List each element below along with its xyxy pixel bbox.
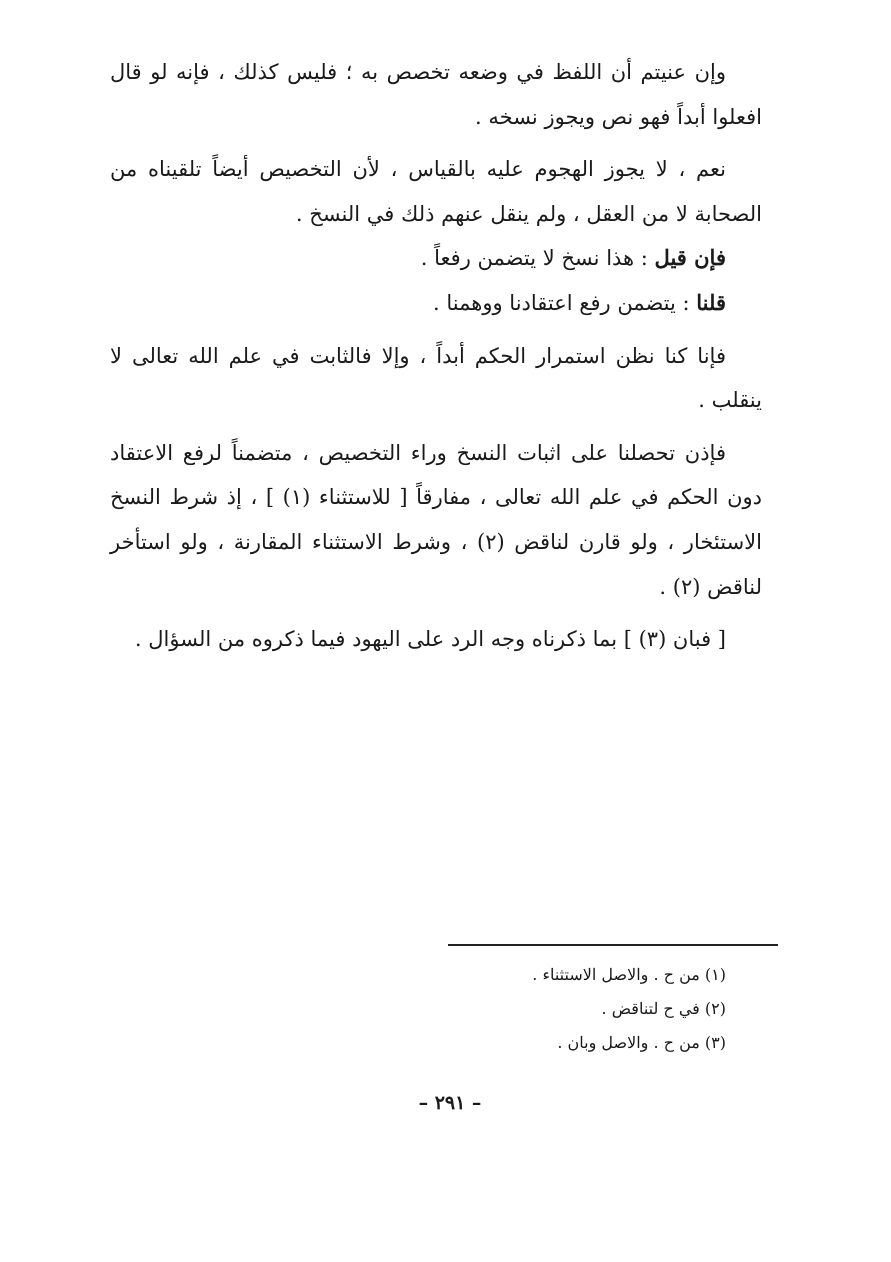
paragraph-7 (110, 617, 762, 662)
paragraph-4-lead: قلنا (696, 289, 726, 315)
footnote-1: (١) من ح . والاصل الاستثناء . (532, 965, 726, 984)
paragraph-5 (110, 334, 762, 423)
paragraph-2 (110, 147, 762, 236)
paragraph-6 (110, 431, 762, 609)
paragraph-3-text: : هذا نسخ لا يتضمن رفعاً . (420, 246, 655, 271)
paragraph-7-text: [ فبان (٣) ] بما ذكرناه وجه الرد على اليهود فيما ذكروه من السؤال . (134, 627, 726, 652)
paragraph-4 (110, 281, 762, 326)
paragraph-1 (110, 50, 762, 139)
paragraph-3 (110, 236, 762, 281)
paragraph-1-text: وإن عنيتم أن اللفظ في وضعه تخصص به ؛ فليس كذلك ، فإنه لو قال افعلوا أبداً فهو نص ويجوز نسخه . (110, 60, 762, 129)
footnote-3: (٣) من ح . والاصل وبان . (557, 1033, 726, 1052)
paragraph-3-lead: فإن قيل (654, 245, 726, 271)
paragraph-2-text: نعم ، لا يجوز الهجوم عليه بالقياس ، لأن التخصيص أيضاً تلقيناه من الصحابة لا من العقل ، ولم ينقل عنهم ذلك في النسخ . (110, 157, 762, 226)
paragraph-5-text: فإنا كنا نظن استمرار الحكم أبداً ، وإلا فالثابت في علم الله تعالى لا ينقلب . (110, 343, 762, 413)
paragraph-4-text: : يتضمن رفع اعتقادنا ووهمنا . (433, 290, 697, 315)
footnotes (380, 958, 726, 1060)
page-number: – ٢٩١ – (418, 1092, 482, 1114)
footnote-2: (٢) في ح لتناقض . (601, 999, 726, 1018)
footnote-divider (448, 944, 778, 946)
paragraph-6-text: فإذن تحصلنا على اثبات النسخ وراء التخصيص ، متضمناً لرفع الاعتقاد دون الحكم في علم الله تعالى ، مفارقاً [ للاستثناء (١) ] ، إذ شرط النسخ الاستئخار ، ولو قارن لناقض (٢) ، وشرط الاستثناء المقارنة ، ولو استأخر لناقض (٢) . (110, 440, 762, 599)
main-text (110, 50, 762, 662)
